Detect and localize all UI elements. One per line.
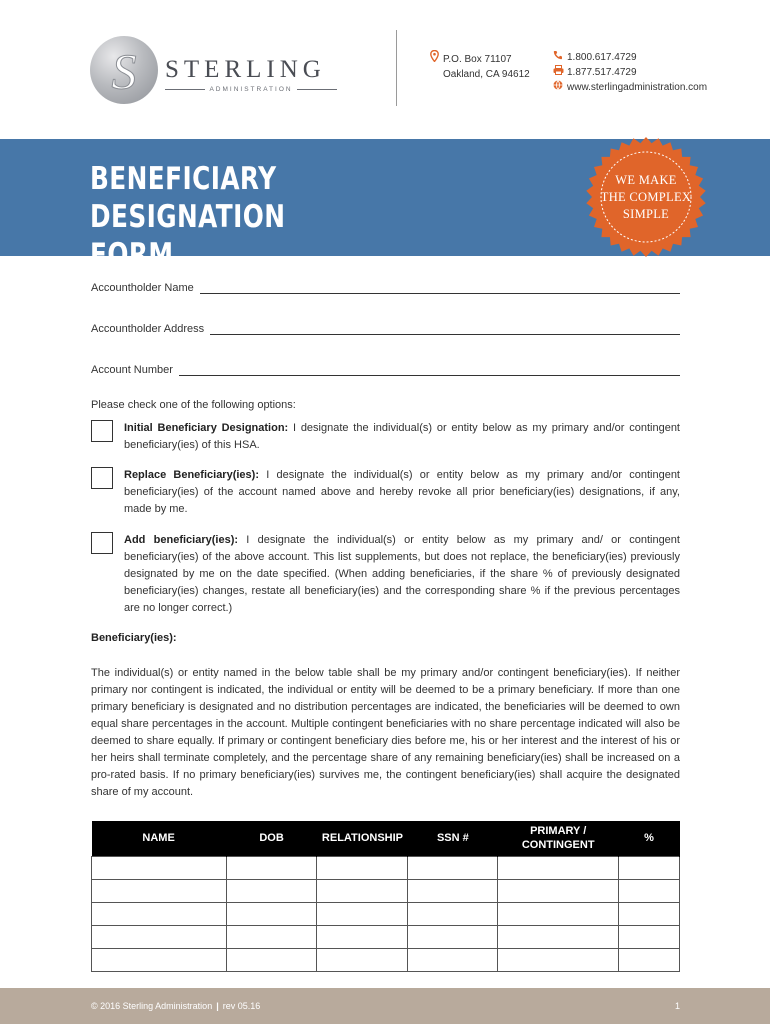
relationship-cell[interactable] [317, 879, 408, 902]
location-pin-icon [428, 50, 440, 67]
footer-revision: rev 05.16 [222, 1001, 261, 1011]
form-title [90, 160, 426, 274]
footer-credits [91, 1001, 260, 1011]
table-row [92, 879, 680, 902]
add-beneficiary-checkbox[interactable] [91, 532, 113, 554]
option-title: Initial Beneficiary Designation: [124, 422, 289, 434]
page-number: 1 [675, 1001, 681, 1011]
seal-line1: WE MAKE [615, 173, 677, 187]
ssn-cell[interactable] [408, 902, 498, 925]
dob-cell[interactable] [226, 948, 317, 971]
name-cell[interactable] [92, 948, 227, 971]
table-row [92, 948, 680, 971]
name-cell[interactable] [92, 879, 227, 902]
phone-number[interactable]: 1.800.617.4729 [567, 52, 637, 63]
primary-contingent-cell[interactable] [498, 902, 619, 925]
brand-rule-left [165, 89, 205, 90]
brand-name: STERLING [165, 56, 326, 83]
beneficiaries-heading: Beneficiary(ies): [91, 632, 177, 644]
percent-cell[interactable] [619, 925, 680, 948]
header-divider [396, 30, 397, 106]
col-primary-line1: PRIMARY / [530, 825, 587, 838]
name-cell[interactable] [92, 856, 227, 879]
footer-copyright: © 2016 Sterling Administration [91, 1001, 213, 1011]
table-row [92, 902, 680, 925]
option-body: I designate the individual(s) or entity below as my primary and/or contingent beneficiary(ies) of the account named above and hereby revoke all prior beneficiary(ies) designations, if any, made by me. [124, 469, 680, 515]
footer-separator: | [216, 1001, 219, 1011]
beneficiaries-paragraph: The individual(s) or entity named in the below table shall be my primary and/or contingent beneficiary(ies). If neither primary nor contingent is indicated, the individual or entity will be deemed to be a primary beneficiary. If more than one primary beneficiary is designated and no distribution percentages are indicated, the beneficiaries will be deemed to own equal share percentages in the account. Multiple contingent beneficiaries with no share percentage indicated will also be deemed to share equally. If primary or contingent beneficiary dies before me, his or her interest and the interest of his or her heirs shall terminate completely, and the percentage share of any remaining beneficiary(ies) shall be increased on a pro-rated basis. If no primary beneficiary(ies) survives me, the contingent beneficiary(ies) shall acquire the designated share of my account. [91, 667, 680, 798]
table-row [92, 856, 680, 879]
option-title: Add beneficiary(ies): [124, 534, 239, 546]
col-primary-contingent [498, 821, 619, 856]
form-title-line2: FORM [90, 237, 174, 273]
percent-cell[interactable] [619, 948, 680, 971]
dob-cell[interactable] [226, 856, 317, 879]
accountholder-name-field [91, 282, 680, 294]
seal-text [585, 172, 707, 223]
initial-designation-checkbox[interactable] [91, 420, 113, 442]
name-cell[interactable] [92, 902, 227, 925]
contact-phones [552, 50, 707, 95]
col-name: NAME [92, 821, 227, 856]
website-link[interactable]: www.sterlingadministration.com [567, 82, 708, 93]
dob-cell[interactable] [226, 902, 317, 925]
ssn-cell[interactable] [408, 925, 498, 948]
brand-rule-right [297, 89, 337, 90]
accountholder-name-input[interactable] [200, 285, 680, 294]
accountholder-name-label: Accountholder Name [91, 282, 194, 294]
option-text [124, 420, 680, 454]
contact-address [428, 50, 530, 82]
option-body: I designate the individual(s) or entity below as my primary and/ or contingent beneficiary(ies) of the above account. This list supplements, but does not replace, the beneficiary(ies) previously designated by me on the date specified. (When adding beneficiaries, if the share % of previously designated beneficiary(ies) changes, restate all beneficiary(ies) and the corresponding share % if the previous percentages are no longer correct.) [124, 534, 680, 614]
brand-sub-text: ADMINISTRATION [209, 86, 293, 93]
col-ssn: SSN # [408, 821, 498, 856]
options-prompt: Please check one of the following options: [91, 399, 296, 411]
account-number-field [91, 364, 680, 376]
accountholder-address-label: Accountholder Address [91, 323, 205, 335]
table-row [92, 925, 680, 948]
percent-cell[interactable] [619, 902, 680, 925]
primary-contingent-cell[interactable] [498, 856, 619, 879]
relationship-cell[interactable] [317, 902, 408, 925]
globe-icon [552, 80, 564, 95]
dob-cell[interactable] [226, 925, 317, 948]
fax-icon [552, 65, 564, 80]
accountholder-address-input[interactable] [210, 326, 680, 335]
dob-cell[interactable] [226, 879, 317, 902]
col-dob: DOB [226, 821, 317, 856]
sterling-logo [90, 36, 158, 104]
col-primary-line2: CONTINGENT [521, 839, 595, 852]
address-line1: P.O. Box 71107 [443, 54, 512, 65]
relationship-cell[interactable] [317, 925, 408, 948]
replace-beneficiary-checkbox[interactable] [91, 467, 113, 489]
ssn-cell[interactable] [408, 879, 498, 902]
logo-letter: S [111, 43, 137, 99]
seal-line2: THE COMPLEX [600, 190, 692, 204]
percent-cell[interactable] [619, 879, 680, 902]
address-line2: Oakland, CA 94612 [443, 69, 530, 80]
relationship-cell[interactable] [317, 948, 408, 971]
seal-line3: SIMPLE [622, 207, 670, 221]
form-title-line1: BENEFICIARY DESIGNATION [90, 161, 286, 235]
primary-contingent-cell[interactable] [498, 879, 619, 902]
ssn-cell[interactable] [408, 856, 498, 879]
table-header-row [92, 821, 680, 856]
beneficiary-table [91, 821, 680, 972]
col-percent: % [619, 821, 680, 856]
option-text [124, 467, 680, 518]
account-number-input[interactable] [179, 367, 680, 376]
account-number-label: Account Number [91, 364, 173, 376]
col-relationship: RELATIONSHIP [317, 821, 408, 856]
name-cell[interactable] [92, 925, 227, 948]
percent-cell[interactable] [619, 856, 680, 879]
fax-number: 1.877.517.4729 [567, 67, 637, 78]
option-body: I designate the individual(s) or entity below as my primary and/or contingent beneficiary(ies) of this HSA. [124, 422, 680, 451]
brand-subtitle [165, 86, 337, 93]
relationship-cell[interactable] [317, 856, 408, 879]
phone-icon [552, 50, 564, 65]
option-title: Replace Beneficiary(ies): [124, 469, 259, 481]
accountholder-address-field [91, 323, 680, 335]
primary-contingent-cell[interactable] [498, 948, 619, 971]
option-text [124, 532, 680, 617]
ssn-cell[interactable] [408, 948, 498, 971]
primary-contingent-cell[interactable] [498, 925, 619, 948]
